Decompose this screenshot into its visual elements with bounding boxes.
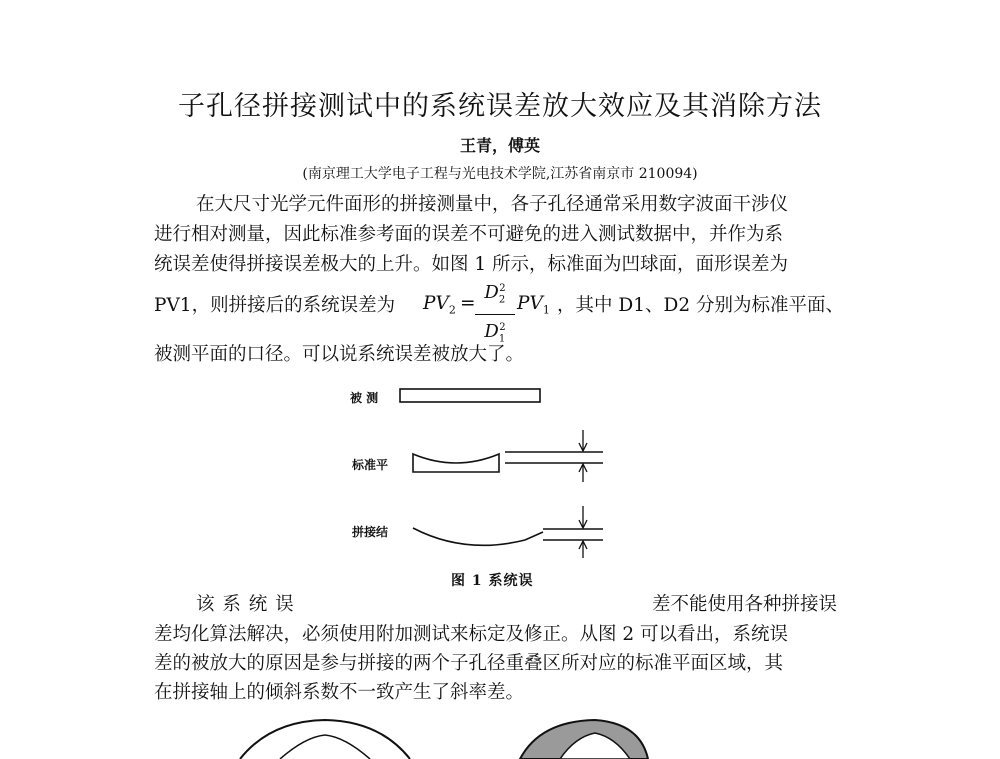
measured-flat-shape xyxy=(400,389,540,402)
paper-title: 子孔径拼接测试中的系统误差放大效应及其消除方法 xyxy=(178,91,822,122)
fig1-label-measured: 被 测 xyxy=(350,391,379,405)
para1-line1: 在大尺寸光学元件面形的拼接测量中，各子孔径通常采用数字波面干涉仪 xyxy=(196,194,789,215)
reference-concave-shape xyxy=(413,454,499,472)
formula-fraction xyxy=(475,276,515,352)
fig2-left-circle-arc xyxy=(240,720,410,759)
figure2-diagram xyxy=(230,715,650,759)
formula-rhs: $PV_1$ xyxy=(517,293,550,317)
fig1-label-stitched: 拼接结 xyxy=(352,525,389,539)
figure1-diagram xyxy=(395,380,615,570)
para1-line5: 被测平面的口径。可以说系统误差被放大了。 xyxy=(154,344,525,365)
fraction-denominator: $D_1^2$ xyxy=(484,320,506,345)
para1-line2: 进行相对测量，因此标准参考面的误差不可避免的进入测试数据中，并作为系 xyxy=(154,224,784,245)
fig2-left-inner-arc-b xyxy=(325,735,370,759)
para1-line4-prefix: PV1，则拼接后的系统误差为 xyxy=(154,295,396,316)
para2-line3: 差的被放大的原因是参与拼接的两个子孔径重叠区所对应的标准平面区域，其 xyxy=(154,653,784,674)
para1-line4-suffix: ，其中 D1、D2 分别为标准平面、 xyxy=(557,295,844,316)
formula-equals: = xyxy=(460,293,476,314)
para2-line1-left: 该 系 统 误 xyxy=(196,594,295,615)
stitched-curve xyxy=(413,528,543,545)
para2-line2: 差均化算法解决，必须使用附加测试来标定及修正。从图 2 可以看出，系统误 xyxy=(154,624,789,645)
fig1-label-reference: 标准平 xyxy=(352,458,389,472)
fraction-numerator: $D_2^2$ xyxy=(475,276,515,315)
fig2-left-inner-arc-a xyxy=(280,735,325,759)
para2-line4: 在拼接轴上的倾斜系数不一致产生了斜率差。 xyxy=(154,682,525,703)
authors: 王青，傅英 xyxy=(459,136,540,155)
affiliation: (南京理工大学电子工程与光电技术学院,江苏省南京市 210094) xyxy=(302,166,698,182)
para2-line1-right: 差不能使用各种拼接误 xyxy=(652,594,838,615)
figure1-caption: 图 1 系统误 xyxy=(451,573,534,589)
formula-lhs: $PV_2$ xyxy=(423,293,456,317)
para1-line3: 统误差使得拼接误差极大的上升。如图 1 所示，标准面为凹球面，面形误差为 xyxy=(154,254,789,275)
